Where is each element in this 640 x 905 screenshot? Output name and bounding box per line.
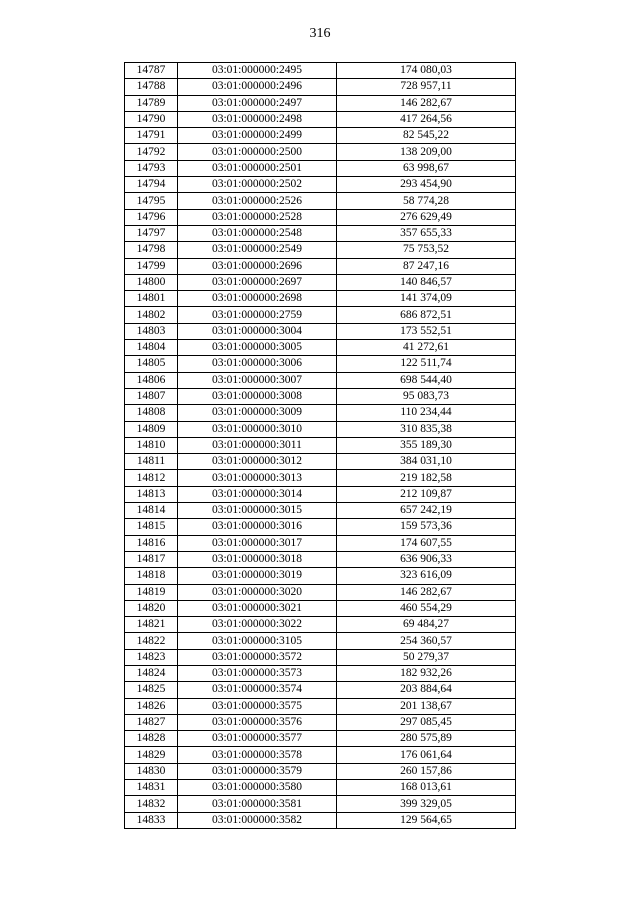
cadastral-number-cell: 03:01:000000:3012 xyxy=(178,454,337,470)
cadastral-value-cell: 728 957,11 xyxy=(337,79,516,95)
cadastral-value-cell: 146 282,67 xyxy=(337,95,516,111)
cadastral-value-cell: 254 360,57 xyxy=(337,633,516,649)
cadastral-number-cell: 03:01:000000:3577 xyxy=(178,731,337,747)
cadastral-value-cell: 460 554,29 xyxy=(337,600,516,616)
cadastral-number-cell: 03:01:000000:3019 xyxy=(178,568,337,584)
cadastral-number-cell: 03:01:000000:2496 xyxy=(178,79,337,95)
cadastral-number-cell: 03:01:000000:2759 xyxy=(178,307,337,323)
cadastral-value-cell: 146 282,67 xyxy=(337,584,516,600)
cadastral-number-cell: 03:01:000000:3575 xyxy=(178,698,337,714)
row-number-cell: 14829 xyxy=(125,747,178,763)
cadastral-value-cell: 159 573,36 xyxy=(337,519,516,535)
cadastral-number-cell: 03:01:000000:2495 xyxy=(178,63,337,79)
row-number-cell: 14811 xyxy=(125,454,178,470)
cadastral-number-cell: 03:01:000000:3020 xyxy=(178,584,337,600)
cadastral-value-cell: 75 753,52 xyxy=(337,242,516,258)
cadastral-number-cell: 03:01:000000:3580 xyxy=(178,780,337,796)
table-row xyxy=(125,95,516,111)
cadastral-value-cell: 297 085,45 xyxy=(337,714,516,730)
row-number-cell: 14792 xyxy=(125,144,178,160)
cadastral-number-cell: 03:01:000000:3010 xyxy=(178,421,337,437)
cadastral-value-cell: 201 138,67 xyxy=(337,698,516,714)
row-number-cell: 14808 xyxy=(125,405,178,421)
row-number-cell: 14807 xyxy=(125,388,178,404)
cadastral-value-cell: 219 182,58 xyxy=(337,470,516,486)
row-number-cell: 14828 xyxy=(125,731,178,747)
cadastral-number-cell: 03:01:000000:3572 xyxy=(178,649,337,665)
cadastral-number-cell: 03:01:000000:3005 xyxy=(178,340,337,356)
table-row xyxy=(125,274,516,290)
table-row xyxy=(125,79,516,95)
cadastral-number-cell: 03:01:000000:3105 xyxy=(178,633,337,649)
cadastral-number-cell: 03:01:000000:3015 xyxy=(178,503,337,519)
cadastral-number-cell: 03:01:000000:3579 xyxy=(178,763,337,779)
row-number-cell: 14824 xyxy=(125,665,178,681)
cadastral-value-cell: 310 835,38 xyxy=(337,421,516,437)
cadastral-value-cell: 138 209,00 xyxy=(337,144,516,160)
table-row xyxy=(125,486,516,502)
table-row xyxy=(125,665,516,681)
table-row xyxy=(125,421,516,437)
cadastral-value-cell: 58 774,28 xyxy=(337,193,516,209)
cadastral-value-cell: 174 607,55 xyxy=(337,535,516,551)
cadastral-value-cell: 174 080,03 xyxy=(337,63,516,79)
cadastral-number-cell: 03:01:000000:2698 xyxy=(178,291,337,307)
cadastral-number-cell: 03:01:000000:3581 xyxy=(178,796,337,812)
row-number-cell: 14825 xyxy=(125,682,178,698)
row-number-cell: 14793 xyxy=(125,160,178,176)
row-number-cell: 14827 xyxy=(125,714,178,730)
cadastral-value-cell: 41 272,61 xyxy=(337,340,516,356)
cadastral-value-cell: 95 083,73 xyxy=(337,388,516,404)
table-row xyxy=(125,437,516,453)
row-number-cell: 14831 xyxy=(125,780,178,796)
table-row xyxy=(125,111,516,127)
table-row xyxy=(125,617,516,633)
table-body xyxy=(125,63,516,829)
row-number-cell: 14826 xyxy=(125,698,178,714)
cadastral-value-cell: 636 906,33 xyxy=(337,551,516,567)
cadastral-number-cell: 03:01:000000:3018 xyxy=(178,551,337,567)
row-number-cell: 14823 xyxy=(125,649,178,665)
cadastral-value-cell: 173 552,51 xyxy=(337,323,516,339)
row-number-cell: 14822 xyxy=(125,633,178,649)
cadastral-value-cell: 82 545,22 xyxy=(337,128,516,144)
cadastral-value-cell: 357 655,33 xyxy=(337,225,516,241)
cadastral-number-cell: 03:01:000000:3013 xyxy=(178,470,337,486)
table-row xyxy=(125,600,516,616)
table-row xyxy=(125,177,516,193)
cadastral-value-cell: 176 061,64 xyxy=(337,747,516,763)
cadastral-value-cell: 260 157,86 xyxy=(337,763,516,779)
row-number-cell: 14815 xyxy=(125,519,178,535)
row-number-cell: 14803 xyxy=(125,323,178,339)
row-number-cell: 14795 xyxy=(125,193,178,209)
cadastral-number-cell: 03:01:000000:3004 xyxy=(178,323,337,339)
row-number-cell: 14787 xyxy=(125,63,178,79)
cadastral-number-cell: 03:01:000000:2500 xyxy=(178,144,337,160)
row-number-cell: 14833 xyxy=(125,812,178,828)
row-number-cell: 14814 xyxy=(125,503,178,519)
cadastral-value-cell: 293 454,90 xyxy=(337,177,516,193)
cadastral-value-cell: 63 998,67 xyxy=(337,160,516,176)
table-row xyxy=(125,323,516,339)
table-row xyxy=(125,796,516,812)
cadastral-value-cell: 280 575,89 xyxy=(337,731,516,747)
table-row xyxy=(125,388,516,404)
cadastral-number-cell: 03:01:000000:3014 xyxy=(178,486,337,502)
cadastral-number-cell: 03:01:000000:3021 xyxy=(178,600,337,616)
cadastral-number-cell: 03:01:000000:3017 xyxy=(178,535,337,551)
table-row xyxy=(125,160,516,176)
table-row xyxy=(125,144,516,160)
row-number-cell: 14802 xyxy=(125,307,178,323)
cadastral-value-cell: 323 616,09 xyxy=(337,568,516,584)
cadastral-value-cell: 141 374,09 xyxy=(337,291,516,307)
row-number-cell: 14794 xyxy=(125,177,178,193)
row-number-cell: 14832 xyxy=(125,796,178,812)
cadastral-number-cell: 03:01:000000:2549 xyxy=(178,242,337,258)
row-number-cell: 14789 xyxy=(125,95,178,111)
table-row xyxy=(125,258,516,274)
cadastral-value-cell: 384 031,10 xyxy=(337,454,516,470)
cadastral-number-cell: 03:01:000000:3574 xyxy=(178,682,337,698)
cadastral-number-cell: 03:01:000000:3007 xyxy=(178,372,337,388)
table-row xyxy=(125,633,516,649)
row-number-cell: 14801 xyxy=(125,291,178,307)
cadastral-number-cell: 03:01:000000:3578 xyxy=(178,747,337,763)
row-number-cell: 14790 xyxy=(125,111,178,127)
table-row xyxy=(125,714,516,730)
cadastral-number-cell: 03:01:000000:2498 xyxy=(178,111,337,127)
table-row xyxy=(125,780,516,796)
cadastral-number-cell: 03:01:000000:3582 xyxy=(178,812,337,828)
row-number-cell: 14805 xyxy=(125,356,178,372)
row-number-cell: 14798 xyxy=(125,242,178,258)
table-row xyxy=(125,63,516,79)
row-number-cell: 14821 xyxy=(125,617,178,633)
cadastral-value-cell: 129 564,65 xyxy=(337,812,516,828)
cadastral-number-cell: 03:01:000000:3022 xyxy=(178,617,337,633)
cadastral-value-cell: 87 247,16 xyxy=(337,258,516,274)
cadastral-number-cell: 03:01:000000:2697 xyxy=(178,274,337,290)
cadastral-value-cell: 355 189,30 xyxy=(337,437,516,453)
cadastral-value-cell: 686 872,51 xyxy=(337,307,516,323)
cadastral-value-cell: 276 629,49 xyxy=(337,209,516,225)
cadastral-number-cell: 03:01:000000:2526 xyxy=(178,193,337,209)
table-row xyxy=(125,405,516,421)
cadastral-value-cell: 140 846,57 xyxy=(337,274,516,290)
cadastral-number-cell: 03:01:000000:3573 xyxy=(178,665,337,681)
table-row xyxy=(125,356,516,372)
table-row xyxy=(125,128,516,144)
cadastral-number-cell: 03:01:000000:3009 xyxy=(178,405,337,421)
cadastral-value-cell: 122 511,74 xyxy=(337,356,516,372)
table-row xyxy=(125,698,516,714)
row-number-cell: 14817 xyxy=(125,551,178,567)
cadastral-number-cell: 03:01:000000:3006 xyxy=(178,356,337,372)
page-number: 316 xyxy=(309,26,331,41)
cadastral-number-cell: 03:01:000000:3011 xyxy=(178,437,337,453)
row-number-cell: 14791 xyxy=(125,128,178,144)
table-row xyxy=(125,747,516,763)
cadastral-number-cell: 03:01:000000:2528 xyxy=(178,209,337,225)
table-row xyxy=(125,454,516,470)
table-row xyxy=(125,682,516,698)
cadastral-value-cell: 50 279,37 xyxy=(337,649,516,665)
table-row xyxy=(125,372,516,388)
cadastral-value-cell: 110 234,44 xyxy=(337,405,516,421)
table-row xyxy=(125,470,516,486)
row-number-cell: 14818 xyxy=(125,568,178,584)
cadastral-number-cell: 03:01:000000:2502 xyxy=(178,177,337,193)
table-row xyxy=(125,551,516,567)
cadastral-value-cell: 698 544,40 xyxy=(337,372,516,388)
row-number-cell: 14810 xyxy=(125,437,178,453)
cadastral-number-cell: 03:01:000000:2548 xyxy=(178,225,337,241)
row-number-cell: 14819 xyxy=(125,584,178,600)
row-number-cell: 14820 xyxy=(125,600,178,616)
row-number-cell: 14813 xyxy=(125,486,178,502)
table-row xyxy=(125,584,516,600)
cadastral-number-cell: 03:01:000000:2497 xyxy=(178,95,337,111)
table-row xyxy=(125,193,516,209)
cadastral-value-cell: 212 109,87 xyxy=(337,486,516,502)
table-row xyxy=(125,763,516,779)
cadastral-number-cell: 03:01:000000:2696 xyxy=(178,258,337,274)
table-row xyxy=(125,535,516,551)
row-number-cell: 14796 xyxy=(125,209,178,225)
table-row xyxy=(125,242,516,258)
cadastral-number-cell: 03:01:000000:3008 xyxy=(178,388,337,404)
table-row xyxy=(125,209,516,225)
row-number-cell: 14800 xyxy=(125,274,178,290)
table-row xyxy=(125,649,516,665)
row-number-cell: 14799 xyxy=(125,258,178,274)
row-number-cell: 14809 xyxy=(125,421,178,437)
cadastral-value-cell: 657 242,19 xyxy=(337,503,516,519)
table-row xyxy=(125,340,516,356)
row-number-cell: 14812 xyxy=(125,470,178,486)
row-number-cell: 14806 xyxy=(125,372,178,388)
table-row xyxy=(125,307,516,323)
cadastral-value-cell: 399 329,05 xyxy=(337,796,516,812)
cadastral-number-cell: 03:01:000000:3576 xyxy=(178,714,337,730)
cadastral-number-cell: 03:01:000000:2501 xyxy=(178,160,337,176)
row-number-cell: 14830 xyxy=(125,763,178,779)
row-number-cell: 14804 xyxy=(125,340,178,356)
cadastral-number-cell: 03:01:000000:2499 xyxy=(178,128,337,144)
table-row xyxy=(125,812,516,828)
table-row xyxy=(125,503,516,519)
row-number-cell: 14816 xyxy=(125,535,178,551)
table-row xyxy=(125,519,516,535)
row-number-cell: 14788 xyxy=(125,79,178,95)
table-row xyxy=(125,291,516,307)
cadastral-value-cell: 69 484,27 xyxy=(337,617,516,633)
cadastral-value-cell: 168 013,61 xyxy=(337,780,516,796)
cadastral-number-cell: 03:01:000000:3016 xyxy=(178,519,337,535)
table-row xyxy=(125,731,516,747)
cadastral-value-cell: 203 884,64 xyxy=(337,682,516,698)
cadastral-value-cell: 182 932,26 xyxy=(337,665,516,681)
row-number-cell: 14797 xyxy=(125,225,178,241)
table-row xyxy=(125,225,516,241)
cadastral-value-cell: 417 264,56 xyxy=(337,111,516,127)
table-row xyxy=(125,568,516,584)
cadastral-value-table xyxy=(124,62,516,829)
